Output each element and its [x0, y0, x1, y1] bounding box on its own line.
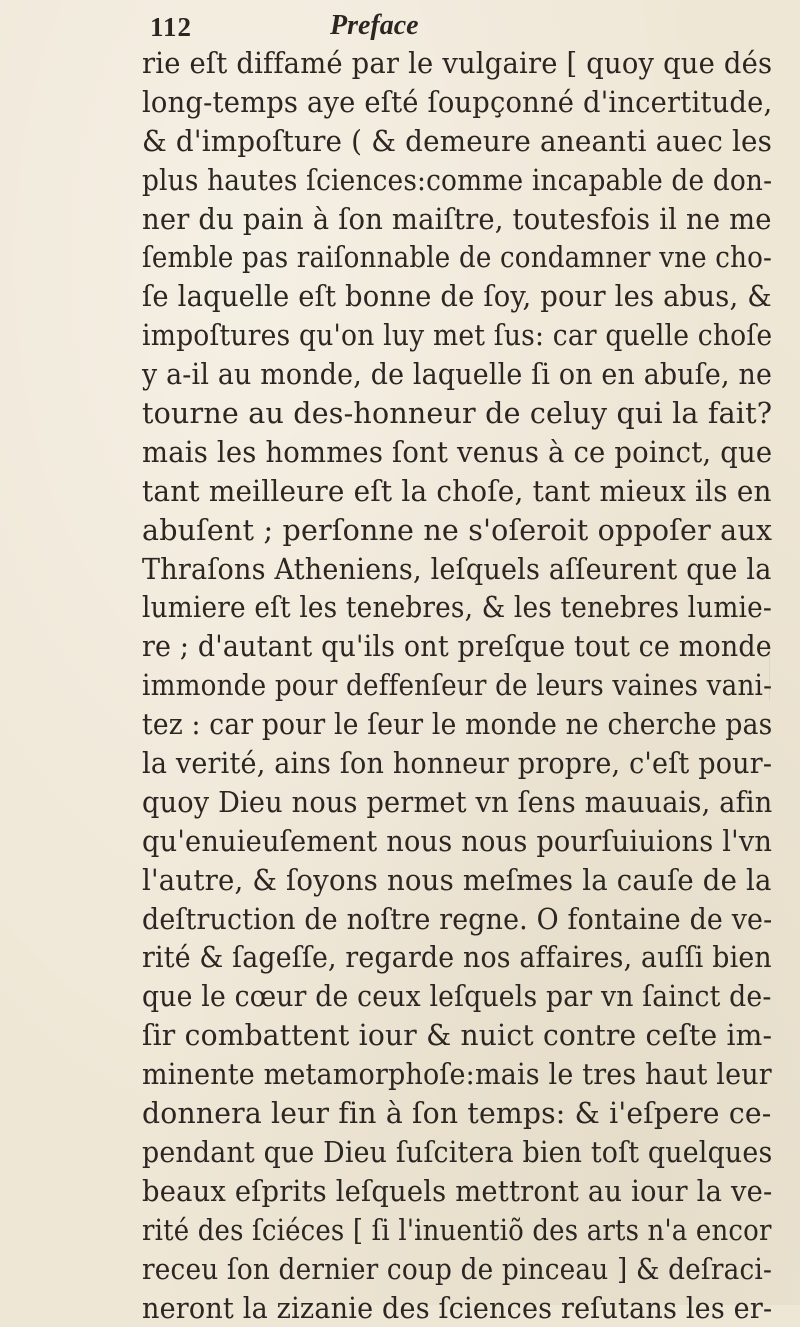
text-line: qu'enuieuſement nous nous pourſuiuions l'vn	[142, 822, 734, 861]
text-line: rité & ſageſſe, regarde nos affaires, auſſi bien	[142, 938, 724, 977]
text-line: deſtruction de noſtre regne. O fontaine de ve-	[142, 900, 725, 939]
text-line: la verité, ains ſon honneur propre, c'eſt pour-	[142, 744, 729, 783]
text-line: donnera leur fin à ſon temps: & i'eſpere ce-	[142, 1094, 755, 1133]
text-line: tant meilleure eſt la choſe, tant mieux ils en	[142, 472, 748, 511]
text-line: Thraſons Atheniens, leſquels aſſeurent que la	[142, 550, 730, 589]
page-number: 112	[150, 12, 192, 43]
text-line: beaux eſprits leſquels mettront au iour la ve-	[142, 1172, 736, 1211]
text-line: impoſtures qu'on luy met ſus: car quelle choſe	[142, 316, 720, 355]
text-line: & d'impoſture ( & demeure aneanti auec les	[142, 122, 745, 161]
text-line: lumiere eſt les tenebres, & les tenebres lumie-	[142, 588, 714, 627]
text-line: tez : car pour le ſeur le monde ne cherche pas	[142, 705, 719, 744]
text-line: immonde pour deffenſeur de leurs vaines vani-	[142, 666, 711, 705]
paper-fold-mark	[769, 640, 800, 700]
text-line: rité des ſciéces [ ſi l'inuentiõ des arts n'a encor	[142, 1211, 707, 1250]
text-line: mais les hommes ſont venus à ce poinct, que	[142, 433, 738, 472]
body-text	[142, 44, 772, 1327]
text-line: abuſent ; perſonne ne s'oſeroit oppoſer aux	[142, 511, 761, 550]
text-line: tourne au des-honneur de celuy qui la fait?	[142, 394, 761, 433]
text-line: receu ſon dernier coup de pinceau ] & deſraci-	[142, 1250, 714, 1289]
text-line: minente metamorphoſe:mais le tres haut leur	[142, 1055, 727, 1094]
text-line: rie eſt diffamé par le vulgaire [ quoy que dés	[142, 44, 737, 83]
text-line: pendant que Dieu ſuſcitera bien toſt quelques	[142, 1133, 725, 1172]
running-head: Preface	[330, 10, 419, 42]
text-line: quoy Dieu nous permet vn ſens mauuais, afin	[142, 783, 732, 822]
text-line: long-temps aye eſté ſoupçonné d'incertitude,	[142, 83, 736, 122]
text-line: y a-il au monde, de laquelle ſi on en abuſe, ne	[142, 355, 726, 394]
text-line: ſemble pas raiſonnable de condamner vne cho-	[142, 238, 710, 277]
text-line: ner du pain à ſon maiſtre, toutesfois il ne me	[142, 200, 737, 239]
text-line: neront la zizanie des ſciences reſutans les er-	[142, 1289, 729, 1327]
text-line: ſir combattent iour & nuict contre ceſte im-	[142, 1016, 754, 1055]
text-line: re ; d'autant qu'ils ont preſque tout ce monde	[142, 627, 727, 666]
text-line: ſe laquelle eſt bonne de ſoy, pour les abus, &	[142, 277, 737, 316]
text-line: l'autre, & ſoyons nous meſmes la cauſe de la	[142, 861, 741, 900]
text-line: que le cœur de ceux leſquels par vn ſainct de-	[142, 977, 721, 1016]
text-line: plus hautes ſciences:comme incapable de don-	[142, 161, 715, 200]
